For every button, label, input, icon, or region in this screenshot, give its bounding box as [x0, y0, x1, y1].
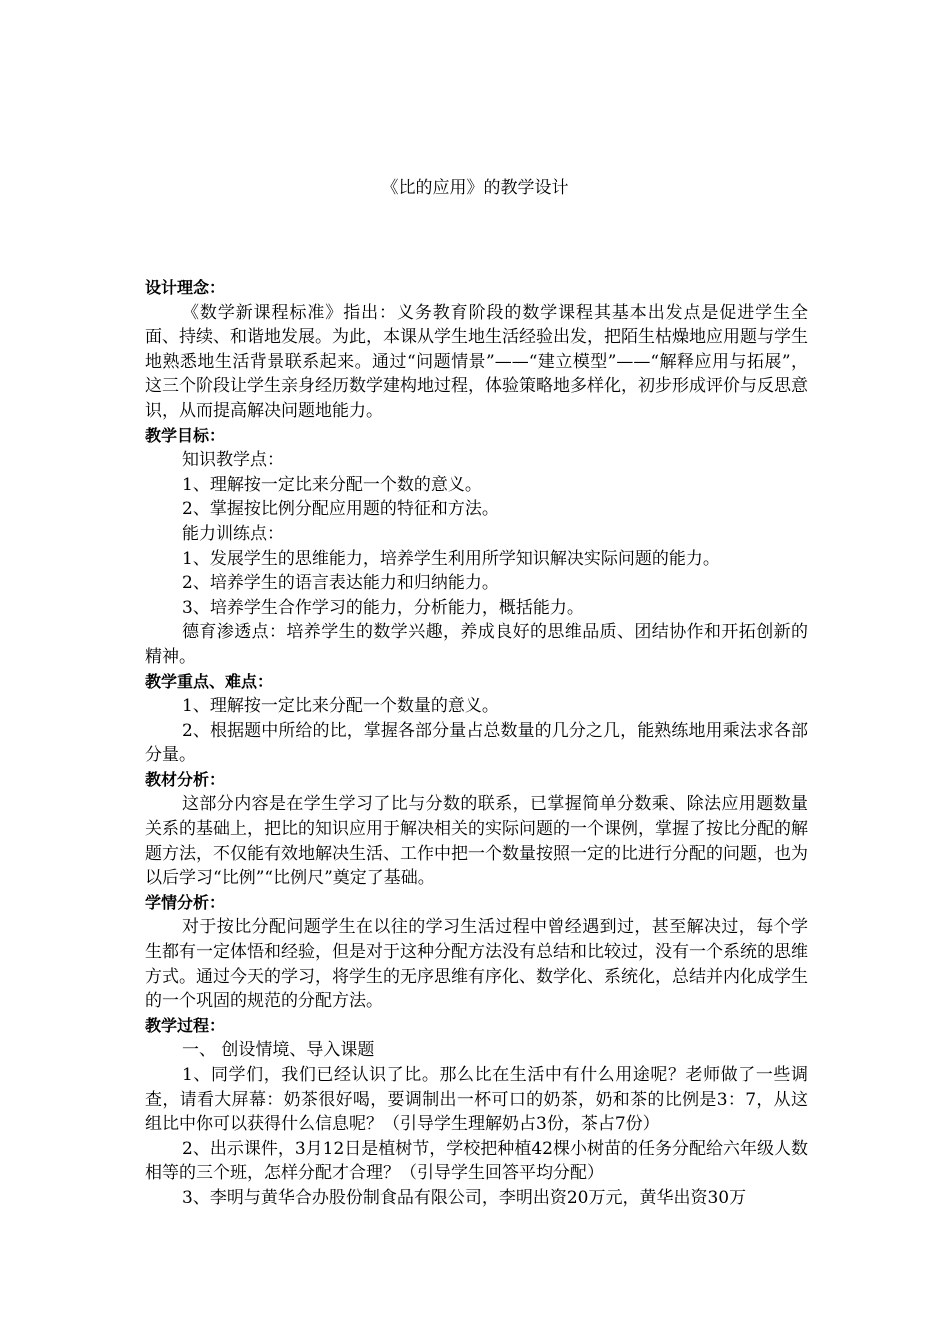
document-body [145, 276, 808, 1211]
paragraph-concept: 《数学新课程标准》指出：义务教育阶段的数学课程其基本出发点是促进学生全面、持续、和谐地发展。为此，本课从学生地生活经验出发，把陌生枯燥地应用题与学生地熟悉地生活背景联系起来。通过“问题情景”——“建立模型”——“解释应用与拓展”，这三个阶段让学生亲身经历数学建构地过程，体验策略地多样化，初步形成评价与反思意识，从而提高解决问题地能力。 [145, 302, 808, 421]
goals-moral: 德育渗透点：培养学生的数学兴趣，养成良好的思维品质、团结协作和开拓创新的精神。 [145, 622, 808, 667]
section-heading-goals: 教学目标： [145, 425, 226, 445]
goals-knowledge-label: 知识教学点： [182, 450, 284, 471]
process-item-2: 2、出示课件，3月12日是植树节，学校把种植42棵小树苗的任务分配给六年级人数相等的三个班，怎样分配才合理？（引导学生回答平均分配） [145, 1138, 808, 1184]
goals-knowledge-item-2: 2、掌握按比例分配应用题的特征和方法。 [182, 499, 499, 520]
paragraph-material: 这部分内容是在学生学习了比与分数的联系，已掌握简单分数乘、除法应用题数量关系的基础上，把比的知识应用于解决相关的实际问题的一个课例，掌握了按比分配的解题方法，不仅能有效地解决生活、工作中把一个数量按照一定的比进行分配的问题，也为以后学习“比例”“比例尺”奠定了基础。 [145, 794, 808, 889]
process-item-3: 3、李明与黄华合办股份制食品有限公司，李明出资20万元，黄华出资30万 [182, 1187, 747, 1208]
document-title: 《比的应用》的教学设计 [381, 178, 569, 198]
section-heading-students: 学情分析： [145, 892, 226, 912]
process-item-1: 1、同学们，我们已经认识了比。那么比在生活中有什么用途呢？老师做了一些调查，请看大屏幕：奶茶很好喝，要调制出一杯可口的奶茶，奶和茶的比例是3：7，从这组比中你可以获得什么信息呢？（引导学生理解奶占3份，茶占7份） [145, 1065, 808, 1135]
section-heading-concept: 设计理念： [145, 278, 226, 297]
section-heading-material: 教材分析： [145, 769, 226, 789]
goals-knowledge-item-1: 1、理解按一定比来分配一个数的意义。 [182, 474, 482, 495]
keypoints-item-1: 1、理解按一定比来分配一个数量的意义。 [182, 696, 499, 717]
keypoints-item-2: 2、根据题中所给的比，掌握各部分量占总数量的几分之几，能熟练地用乘法求各部分量。 [145, 720, 808, 766]
section-heading-process: 教学过程： [145, 1015, 226, 1035]
goals-ability-item-3: 3、培养学生合作学习的能力，分析能力，概括能力。 [182, 597, 584, 618]
goals-ability-label: 能力训练点： [182, 523, 284, 544]
goals-ability-item-1: 1、发展学生的思维能力，培养学生利用所学知识解决实际问题的能力。 [182, 548, 720, 569]
goals-ability-item-2: 2、培养学生的语言表达能力和归纳能力。 [182, 573, 499, 594]
paragraph-students: 对于按比分配问题学生在以往的学习生活过程中曾经遇到过，甚至解决过，每个学生都有一定体悟和经验，但是对于这种分配方法没有总结和比较过，没有一个系统的思维方式。通过今天的学习，将学生的无序思维有序化、数学化、系统化，总结并内化成学生的一个巩固的规范的分配方法。 [145, 917, 808, 1012]
section-heading-keypoints: 教学重点、难点： [145, 671, 274, 691]
process-step-1: 一、 创设情境、导入课题 [182, 1040, 375, 1061]
